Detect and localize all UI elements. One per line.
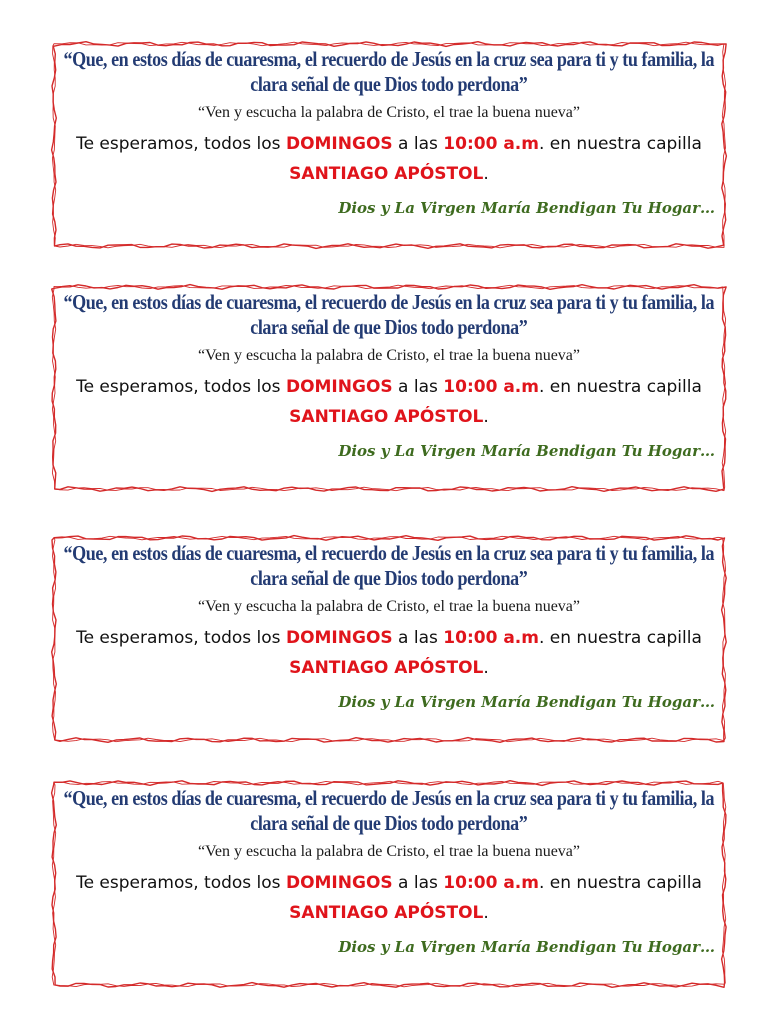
schedule-text: Te esperamos, todos los xyxy=(76,628,286,648)
blessing-line: Dios y La Virgen María Bendigan Tu Hogar… xyxy=(338,442,715,460)
lent-quote: “Que, en estos días de cuaresma, el recuerdo de Jesús en la cruz sea para ti y tu familia, la clara señal de que Dios todo perdona” xyxy=(63,47,715,96)
time-highlight: 10:00 a.m xyxy=(443,628,539,648)
card-content xyxy=(59,539,719,737)
day-highlight: DOMINGOS xyxy=(285,873,393,893)
lent-quote: “Que, en estos días de cuaresma, el recuerdo de Jesús en la cruz sea para ti y tu familia, la clara señal de que Dios todo perdona” xyxy=(63,290,715,339)
schedule-text: Te esperamos, todos los xyxy=(76,377,286,397)
gospel-invitation: “Ven y escucha la palabra de Cristo, el trae la buena nueva” xyxy=(197,347,581,364)
time-highlight: 10:00 a.m xyxy=(443,873,539,893)
schedule-text: Te esperamos, todos los xyxy=(76,873,286,893)
invitation-card xyxy=(51,780,727,988)
schedule-text: . en nuestra capilla xyxy=(538,377,702,397)
mass-schedule xyxy=(59,372,719,432)
schedule-text: a las xyxy=(392,873,444,893)
mass-schedule xyxy=(59,868,719,928)
gospel-invitation: “Ven y escucha la palabra de Cristo, el trae la buena nueva” xyxy=(197,104,581,121)
chapel-highlight: SANTIAGO APÓSTOL xyxy=(289,164,484,184)
schedule-text: . en nuestra capilla xyxy=(538,628,702,648)
card-content xyxy=(59,288,719,486)
invitation-card xyxy=(51,535,727,743)
mass-schedule xyxy=(59,129,719,189)
time-highlight: 10:00 a.m xyxy=(443,134,539,154)
schedule-text: a las xyxy=(392,134,444,154)
chapel-highlight: SANTIAGO APÓSTOL xyxy=(289,903,484,923)
blessing-line: Dios y La Virgen María Bendigan Tu Hogar… xyxy=(338,693,715,711)
card-content xyxy=(59,45,719,243)
schedule-text: Te esperamos, todos los xyxy=(76,134,286,154)
day-highlight: DOMINGOS xyxy=(285,628,393,648)
blessing-line: Dios y La Virgen María Bendigan Tu Hogar… xyxy=(338,938,715,956)
gospel-invitation: “Ven y escucha la palabra de Cristo, el trae la buena nueva” xyxy=(197,843,581,860)
schedule-text: . xyxy=(483,903,489,923)
day-highlight: DOMINGOS xyxy=(285,134,393,154)
schedule-text: a las xyxy=(392,628,444,648)
lent-quote: “Que, en estos días de cuaresma, el recuerdo de Jesús en la cruz sea para ti y tu familia, la clara señal de que Dios todo perdona” xyxy=(63,786,715,835)
mass-schedule xyxy=(59,623,719,683)
invitation-card xyxy=(51,41,727,249)
invitation-card xyxy=(51,284,727,492)
schedule-text: . en nuestra capilla xyxy=(538,134,702,154)
schedule-text: . en nuestra capilla xyxy=(538,873,702,893)
card-content xyxy=(59,784,719,982)
schedule-text: . xyxy=(483,658,489,678)
gospel-invitation: “Ven y escucha la palabra de Cristo, el trae la buena nueva” xyxy=(197,598,581,615)
time-highlight: 10:00 a.m xyxy=(443,377,539,397)
blessing-line: Dios y La Virgen María Bendigan Tu Hogar… xyxy=(338,199,715,217)
chapel-highlight: SANTIAGO APÓSTOL xyxy=(289,658,484,678)
lent-quote: “Que, en estos días de cuaresma, el recuerdo de Jesús en la cruz sea para ti y tu familia, la clara señal de que Dios todo perdona” xyxy=(63,541,715,590)
chapel-highlight: SANTIAGO APÓSTOL xyxy=(289,407,484,427)
schedule-text: . xyxy=(483,164,489,184)
schedule-text: . xyxy=(483,407,489,427)
day-highlight: DOMINGOS xyxy=(285,377,393,397)
schedule-text: a las xyxy=(392,377,444,397)
